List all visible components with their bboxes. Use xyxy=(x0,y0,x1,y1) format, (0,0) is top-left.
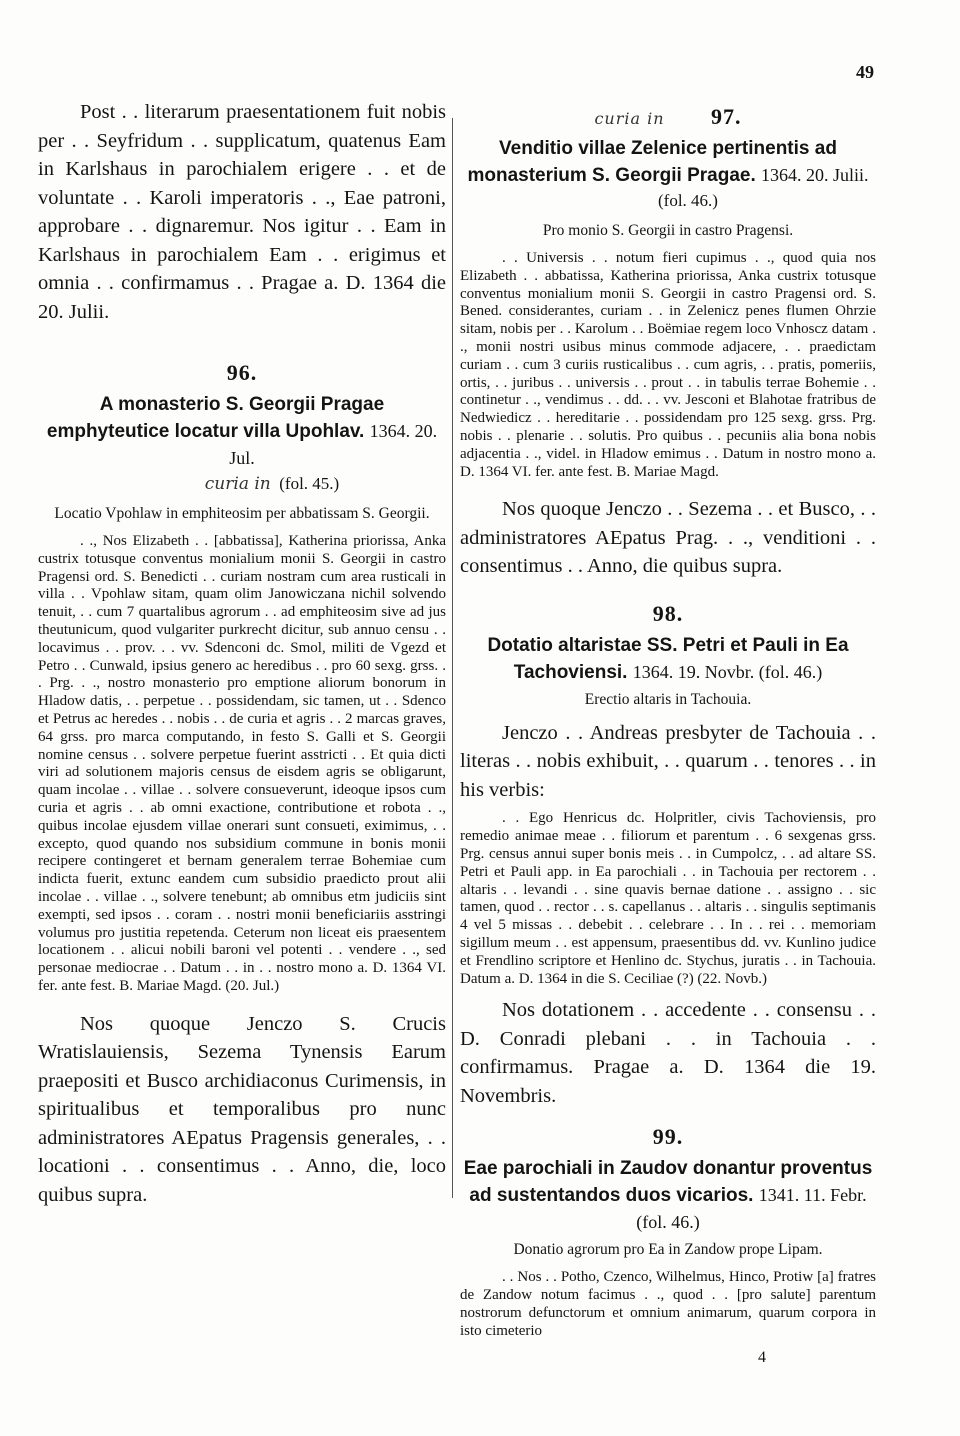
handwritten-annotation-96: curia in xyxy=(204,474,271,494)
page-number: 49 xyxy=(856,62,874,82)
date-96: 1364. 20. Jul. xyxy=(229,421,438,468)
title-text-98: Dotatio altaristae SS. Petri et Pauli in Ea Tachoviensi. xyxy=(487,634,849,683)
document-number-96: 96. xyxy=(226,360,258,385)
date-97: 1364. 20. Julii. xyxy=(761,165,869,185)
document-title-98 xyxy=(460,633,876,686)
document-title-97 xyxy=(460,136,876,189)
body-text-99: . . Nos . . Potho, Czenco, Wilhelmus, Hinco, Protiw [a] fratres de Zandow notum facimus . ., quod . . [pro salute] parentum nostrorum defunctorum et omnium animarum, quarum corpora in isto cimeterio xyxy=(460,1269,876,1339)
title-text-99: Eae parochiali in Zaudov donantur proventus ad sustentandos duos vicarios. xyxy=(463,1158,873,1207)
confirmation-98: Nos dotationem . . accedente . . consensu . . D. Conradi plebani . . in Tachouia . . confirmamus. Pragae a. D. 1364 die 19. Novembris. xyxy=(460,999,876,1107)
signature-mark: 4 xyxy=(758,1348,766,1366)
confirmation-97: Nos quoque Jenczo . . Sezema . . et Busco, . . administratores AEpatus Prag. . ., venditioni . . consentimus . . Anno, die quibus supra. xyxy=(460,498,876,578)
title-text-96: A monasterio S. Georgii Pragae emphyteutice locatur villa Upohlav. xyxy=(46,394,385,442)
body-text-97: . . Universis . . notum fieri cupimus . ., quod quia nos Elizabeth . . abbatissa, Katherina priorissa, Anka custrix totusque conventus monialium monii S. Georgii in castro Pragensi ord. S. Bened. considerantes, curiam . . in Zelenicz penes flumen Ohrzie sitam, nobis per . . Karolum . . Boëmiae regem loco Vnhoscz datam . ., monii nostri usibus minus commode adjacere, . . praedictam curiam . . cum 3 curiis rusticalibus . . cum agris, . . pratis, pomeriis, ortis, . . juribus . . universis . . prout . . in tabulis terrae Bohemie . . continetur . ., vendimus . . dd. . . vv. Jesconi et Blahotae fratribus de Nedwiedicz . . hereditarie . . possidendam pro 125 sexg. grss. Prg. nobis . . plenarie . . solutis. Pro quibus . . pecuniis alia bona nobis adjacentia . ., videl. in Hladow emimus . . Datum in nostro mono a. D. 1364 VI. fer. ante fest. B. Mariae Magd. xyxy=(460,250,876,480)
continuation-text: Post . . literarum praesentationem fuit nobis per . . Seyfridum . . supplicatum, quatenus Eam in Karlshaus in parochialem erigere . . et de voluntate . . Karoli imperatoris . ., Eae patroni, approbare . . dignaremur. Nos igitur . . Eam in Karlshaus in parochialem Eam . . erigimus et omnia . . confirmamus . . Pragae a. D. 1364 die 20. Julii. xyxy=(38,101,446,323)
fol-97: (fol. 46.) xyxy=(658,191,718,210)
fol-96 xyxy=(98,474,446,494)
document-number-99: 99. xyxy=(652,1124,684,1150)
confirmation-96: Nos quoque Jenczo S. Crucis Wratislauiensis, Sezema Tynensis Earum praepositi et Busco archidiaconus Curimensis, in spiritualibus et temporalibus pro nunc administratores AEpatus Pragensis generales, . . locationi . . consentimus . . Anno, die, loco quibus supra. xyxy=(38,1012,446,1206)
title-text-97: Venditio villae Zelenice pertinentis ad monasterium S. Georgii Pragae. xyxy=(467,138,837,186)
column-divider xyxy=(452,118,453,1198)
caption-99: Donatio agrorum pro Ea in Zandow prope Lipam. xyxy=(513,1241,823,1259)
date-98: 1364. 19. Novbr. (fol. 46.) xyxy=(632,661,823,682)
caption-97: Pro monio S. Georgii in castro Pragensi. xyxy=(542,222,794,239)
caption-96: Locatio Vpohlaw in emphiteosim per abbatissam S. Georgii. xyxy=(54,505,430,522)
document-number-97 xyxy=(460,104,876,130)
left-column xyxy=(38,98,446,1209)
date-99: 1341. 11. Febr. (fol. 46.) xyxy=(636,1185,867,1233)
caption-98: Erectio altaris in Tachouia. xyxy=(584,690,752,708)
right-column xyxy=(460,98,876,1367)
body-text-96: . ., Nos Elizabeth . . [abbatissa], Katherina priorissa, Anka custrix totusque conventus monialium monii S. Georgii in castro Pragensi ord. S. Benedicti . . curiam nostram cum area rusticali in villa . . Vpohlaw sitam, quam olim Janowiczana nichil solvendo tenuit, . . cum 7 quartalibus agrorum . . ad emphiteosim sive ad jus theutunicum, quod vulgariter purkrecht dicitur, sub annuo censu . . locavimus . . prov. . . vv. Sdenconi dc. Smol, militi de Vgezd et Petro . . Cunwald, ipsius genero ac heredibus . . pro 60 sexg. grss. . . Prg. . ., nostro monasterio pro emptione aliorum bonorum in Hladow datis, . . perpetue . . possidendam, sic tamen, ut . . Sdenco et Petrus ac heredes . . nobis . . de curia et agris . . 2 marcas graves, 64 grss. pro marca computando, in festo S. Galli et S. Georgii nomine census . . solvere perpetue fuerint asstricti . . Et quia dicti viri ad solutionem majoris census de eisdem agris se obligarunt, quam incolae . . villae . . solvere consueverunt, ideoque ipsos cum curia et agris . . ab omni exactione, contributione et robota . ., quibus incolae ejusdem villae onerari sunt consueti, eximimus, . . excepto, quod quando nos subsidium commune in bonis monii recipere contingeret et bernam generalem terrae Bohemiae cum indicta fuerit, extunc eandem cum subsidio praedicto prout alii incolae . . villae . ., solvere tenebunt; ab omnibus etm judiciis sint exempti, sed ipsos . . coram . . nostri monii beneficiariis asstringi volumus pro justitia repetenda. Ceterum non liceat eis praesentem locationem . . alicui nobili baroni vel potenti . . vendere . ., sed personae mediocrae . . Datum . . in . . nostro mono a. D. 1364 VI. fer. ante fest. B. Mariae Magd. (20. Jul.) xyxy=(38,533,446,994)
body-text-98: . . Ego Henricus dc. Holpritler, civis Tachoviensis, pro remedio animae meae . . filiorum et parentum . . 6 sexgenas grss. Prg. census annui super bonis meis . . in Cumpolcz, . . ad altare SS. Petri et Pauli app. in Ea parochiali . . in Tachouia per rectorem . . altaris . . levandi . . sine quavis bernae datione . . assigno . . sic tamen, quod . . rector . . s. capellanus . . altaris . . singulis septimanis 4 vel 5 missas . . debebit . . celebrare . . In . . rei . . memoriam sigillum meum . . est appensum, praesentibus dd. vv. Kunlino judice et Frendlino scriptore et Henlino dc. Stychus, juratis . . in Tachouia. Datum a. D. 1364 in die S. Ceciliae (?) (22. Novb.) xyxy=(460,810,876,987)
fol-ref-96: (fol. 45.) xyxy=(279,474,340,493)
number-97: 97. xyxy=(711,104,742,129)
document-number-98: 98. xyxy=(652,600,684,626)
document-title-99 xyxy=(460,1156,876,1236)
handwritten-annotation-97: curia in xyxy=(594,109,665,128)
intro-98: Jenczo . . Andreas presbyter de Tachouia . . literas . . nobis exhibuit, . . quarum . . tenores . . in his verbis: xyxy=(460,721,876,801)
document-title-96 xyxy=(38,392,446,472)
